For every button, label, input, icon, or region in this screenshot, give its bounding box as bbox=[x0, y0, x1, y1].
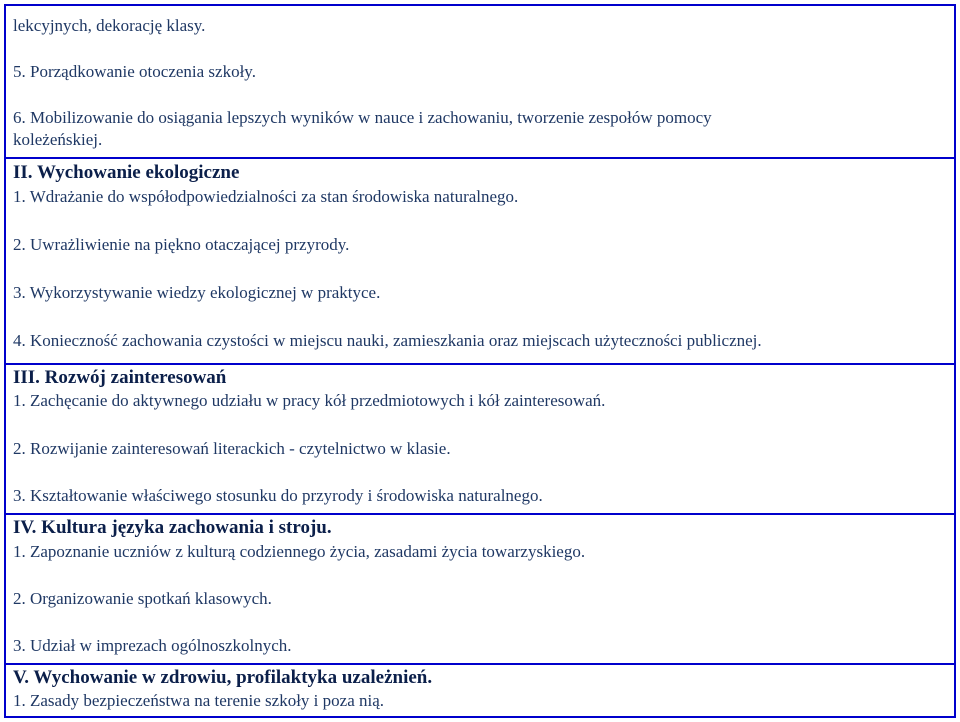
text-line: koleżeńskiej. bbox=[13, 130, 103, 149]
section-heading: V. Wychowanie w zdrowiu, profilaktyka uzależnień. bbox=[13, 667, 433, 688]
text-line: lekcyjnych, dekorację klasy. bbox=[13, 16, 206, 35]
list-item: 1. Wdrażanie do współodpowiedzialności za stan środowiska naturalnego. bbox=[13, 187, 519, 206]
section-ecological-education bbox=[6, 157, 954, 363]
section-health-education bbox=[6, 663, 954, 716]
section-language-culture bbox=[6, 513, 954, 663]
list-item: 4. Konieczność zachowania czystości w miejscu nauki, zamieszkania oraz miejscach użyteczności publicznej. bbox=[13, 331, 762, 350]
section-heading: III. Rozwój zainteresowań bbox=[13, 367, 227, 388]
list-item: 3. Kształtowanie właściwego stosunku do przyrody i środowiska naturalnego. bbox=[13, 486, 543, 505]
list-item: 3. Wykorzystywanie wiedzy ekologicznej w praktyce. bbox=[13, 283, 381, 302]
list-item: 1. Zachęcanie do aktywnego udziału w pracy kół przedmiotowych i kół zainteresowań. bbox=[13, 391, 606, 410]
text-line: 5. Porządkowanie otoczenia szkoły. bbox=[13, 62, 256, 81]
list-item: 1. Zapoznanie uczniów z kulturą codziennego życia, zasadami życia towarzyskiego. bbox=[13, 542, 586, 561]
content-table bbox=[4, 4, 956, 718]
section-continuation bbox=[6, 6, 954, 157]
list-item: 1. Zasady bezpieczeństwa na terenie szkoły i poza nią. bbox=[13, 691, 385, 710]
list-item: 3. Udział w imprezach ogólnoszkolnych. bbox=[13, 636, 292, 655]
section-interests bbox=[6, 363, 954, 513]
section-heading: II. Wychowanie ekologiczne bbox=[13, 162, 240, 183]
list-item: 2. Organizowanie spotkań klasowych. bbox=[13, 589, 272, 608]
text-line: 6. Mobilizowanie do osiągania lepszych wyników w nauce i zachowaniu, tworzenie zespołów pomocy bbox=[13, 108, 712, 127]
list-item: 2. Rozwijanie zainteresowań literackich - czytelnictwo w klasie. bbox=[13, 439, 451, 458]
section-heading: IV. Kultura języka zachowania i stroju. bbox=[13, 517, 332, 538]
list-item: 2. Uwrażliwienie na piękno otaczającej przyrody. bbox=[13, 235, 350, 254]
